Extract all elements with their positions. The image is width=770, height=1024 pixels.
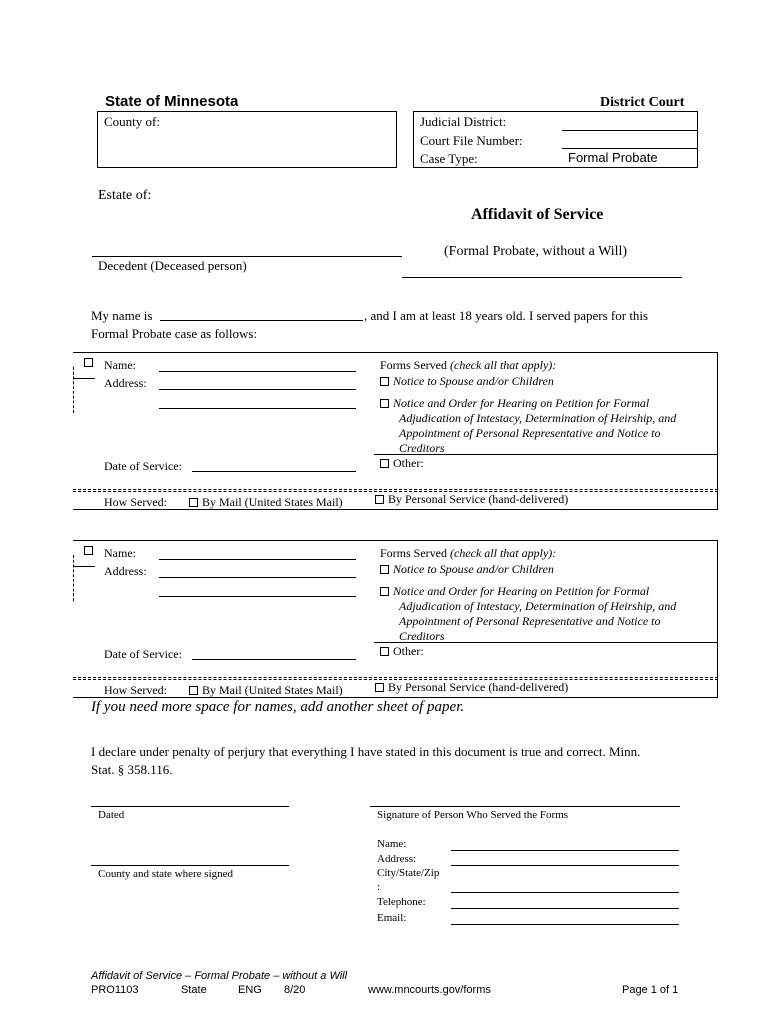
forms-served-label: Forms Served (check all that apply): [380, 546, 557, 560]
county-input[interactable] [178, 114, 392, 132]
decedent-label: Decedent (Deceased person) [98, 258, 247, 273]
court-heading: District Court [600, 95, 685, 110]
sig-city-colon: : [377, 881, 381, 893]
name-prefix: My name is [91, 308, 153, 323]
spouse-checkbox[interactable] [380, 377, 389, 386]
short-line [73, 378, 95, 379]
forms-served-label: Forms Served (check all that apply): [380, 358, 557, 372]
name-label: Name: [104, 358, 136, 372]
court-file-label: Court File Number: [420, 133, 523, 148]
left-dash [73, 555, 75, 601]
option-spouse[interactable]: Notice to Spouse and/or Children [380, 374, 554, 389]
option-other[interactable]: Other: [380, 644, 424, 659]
case-type-value: Formal Probate [568, 150, 658, 165]
subtitle-line [402, 277, 682, 278]
signature-label: Signature of Person Who Served the Forms [377, 809, 569, 821]
mail-option[interactable]: By Mail (United States Mail) [189, 495, 343, 510]
notice-order-checkbox[interactable] [380, 399, 389, 408]
address-line-1[interactable] [159, 389, 356, 390]
option-notice-order-l4: Creditors [399, 629, 445, 643]
judicial-district-label: Judicial District: [420, 114, 507, 129]
signature-line[interactable] [370, 806, 680, 807]
judicial-district-input[interactable] [562, 114, 696, 131]
other-checkbox[interactable] [380, 459, 389, 468]
how-served-label: How Served: [104, 495, 167, 509]
sig-email-line[interactable] [451, 924, 679, 925]
address-label: Address: [104, 564, 147, 578]
include-checkbox[interactable] [84, 358, 93, 367]
option-notice-order-l4: Creditors [399, 441, 445, 455]
case-info-box [413, 111, 698, 168]
date-label: Date of Service: [104, 459, 182, 473]
declaration-line1: I declare under penalty of perjury that everything I have stated in this document is true and correct. Minn. [91, 744, 641, 759]
court-file-line [562, 148, 697, 149]
judicial-district-line [562, 130, 697, 131]
short-line [73, 566, 95, 567]
server-name-input[interactable] [160, 306, 363, 321]
personal-checkbox[interactable] [375, 495, 384, 504]
personal-checkbox[interactable] [375, 683, 384, 692]
more-space-note: If you need more space for names, add another sheet of paper. [91, 699, 465, 715]
name-line[interactable] [159, 371, 356, 372]
spouse-checkbox[interactable] [380, 565, 389, 574]
how-served-label: How Served: [104, 683, 167, 697]
how-served-divider [73, 677, 718, 678]
name-suffix: , and I am at least 18 years old. I served papers for this [364, 308, 649, 323]
sig-name-line[interactable] [451, 850, 679, 851]
footer-lang: ENG [238, 984, 262, 996]
footer-date: 8/20 [284, 984, 306, 996]
service-block-top-line [73, 540, 718, 541]
date-line[interactable] [192, 471, 356, 472]
decedent-input[interactable] [92, 238, 404, 256]
mail-option[interactable]: By Mail (United States Mail) [189, 683, 343, 698]
state-heading: State of Minnesota [105, 93, 239, 110]
address-line-1[interactable] [159, 577, 356, 578]
mail-checkbox[interactable] [189, 498, 198, 507]
mail-checkbox[interactable] [189, 686, 198, 695]
option-notice-order[interactable]: Notice and Order for Hearing on Petition for Formal [380, 396, 649, 411]
sig-city-line[interactable] [451, 892, 679, 893]
notice-order-checkbox[interactable] [380, 587, 389, 596]
intro-line2: Formal Probate case as follows: [91, 326, 258, 341]
county-state-line[interactable] [91, 865, 289, 866]
personal-option[interactable]: By Personal Service (hand-delivered) [375, 680, 568, 695]
sig-address-label: Address: [377, 853, 417, 865]
address-line-2[interactable] [159, 596, 356, 597]
dated-label: Dated [98, 809, 125, 821]
date-label: Date of Service: [104, 647, 182, 661]
date-line[interactable] [192, 659, 356, 660]
other-top-line [374, 642, 718, 643]
include-checkbox[interactable] [84, 546, 93, 555]
court-file-input[interactable] [562, 132, 696, 149]
sig-city-label: City/State/Zip [377, 867, 440, 879]
sig-address-line[interactable] [451, 865, 679, 866]
footer-page: Page 1 of 1 [622, 984, 679, 996]
dated-line[interactable] [91, 806, 289, 807]
county-label: County of: [104, 114, 160, 129]
option-other[interactable]: Other: [380, 456, 424, 471]
option-notice-order-l3: Appointment of Personal Representative and Notice to [399, 426, 661, 440]
option-notice-order-l2: Adjudication of Intestacy, Determination of Heirship, and [399, 599, 677, 613]
footer-url[interactable]: www.mncourts.gov/forms [368, 984, 491, 996]
county-state-label: County and state where signed [98, 868, 234, 880]
option-notice-order-l2: Adjudication of Intestacy, Determination of Heirship, and [399, 411, 677, 425]
decedent-line [92, 256, 402, 257]
estate-label: Estate of: [98, 188, 152, 203]
name-line[interactable] [159, 559, 356, 560]
name-label: Name: [104, 546, 136, 560]
sig-telephone-line[interactable] [451, 908, 679, 909]
option-spouse[interactable]: Notice to Spouse and/or Children [380, 562, 554, 577]
address-line-2[interactable] [159, 408, 356, 409]
how-served-divider [73, 489, 718, 490]
form-title: Affidavit of Service [471, 206, 604, 223]
sig-name-label: Name: [377, 838, 407, 850]
personal-option[interactable]: By Personal Service (hand-delivered) [375, 492, 568, 507]
declaration-line2: Stat. § 358.116. [91, 762, 173, 777]
form-subtitle: (Formal Probate, without a Will) [444, 244, 628, 259]
footer-state: State [181, 984, 207, 996]
other-checkbox[interactable] [380, 647, 389, 656]
county-box [97, 111, 397, 168]
sig-email-label: Email: [377, 912, 407, 924]
sig-telephone-label: Telephone: [377, 896, 426, 908]
service-block-top-line [73, 352, 718, 353]
address-label: Address: [104, 376, 147, 390]
footer-code: PRO1103 [91, 984, 139, 996]
left-dash [73, 367, 75, 413]
other-top-line [374, 454, 718, 455]
footer-form-title: Affidavit of Service – Formal Probate – without a Will [91, 970, 348, 982]
option-notice-order[interactable]: Notice and Order for Hearing on Petition for Formal [380, 584, 649, 599]
case-type-label: Case Type: [420, 151, 478, 166]
option-notice-order-l3: Appointment of Personal Representative and Notice to [399, 614, 661, 628]
